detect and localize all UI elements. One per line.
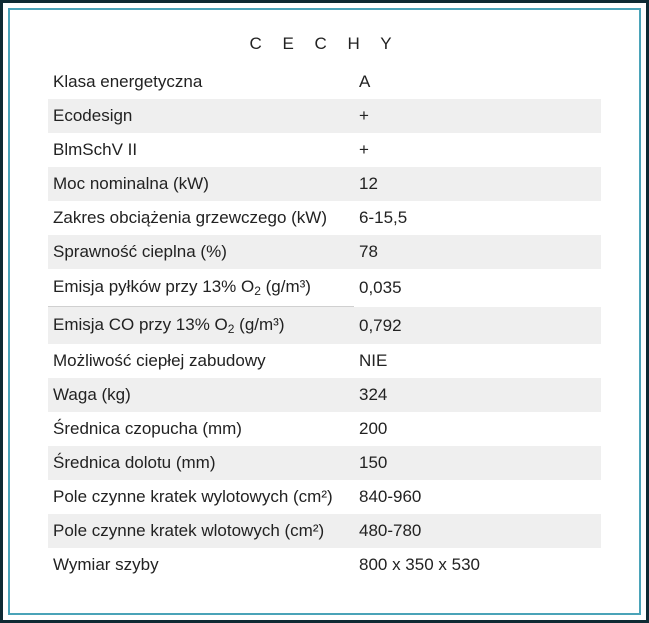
row-label-text: Emisja CO przy 13% O: [53, 315, 228, 334]
page-title: C E C H Y: [249, 34, 400, 53]
row-label: Wymiar szyby: [53, 555, 159, 574]
row-label: Średnica dolotu (mm): [53, 453, 216, 472]
row-value: +: [359, 106, 369, 125]
row-label-subscript: 2: [227, 322, 235, 336]
table-row: [48, 235, 601, 269]
row-value: 840-960: [359, 487, 422, 506]
row-label: [48, 277, 354, 298]
table-row: [48, 446, 601, 480]
row-value: 324: [359, 385, 388, 404]
row-value: 12: [359, 174, 378, 193]
row-value: +: [359, 140, 369, 159]
row-value: 800 x 350 x 530: [359, 555, 480, 574]
row-label: Pole czynne kratek wlotowych (cm²): [53, 521, 325, 540]
row-label-unit: (g/m³): [260, 277, 311, 296]
row-value: 6-15,5: [359, 208, 408, 227]
row-label-text: Emisja pyłków przy 13% O: [53, 277, 255, 296]
row-label: [48, 315, 354, 336]
row-value: A: [359, 72, 371, 91]
row-value: 0,792: [359, 315, 402, 335]
table-row: [48, 307, 601, 344]
row-label: Pole czynne kratek wylotowych (cm²): [53, 487, 333, 506]
row-value: 78: [359, 242, 378, 261]
row-value: 480-780: [359, 521, 422, 540]
row-label: Sprawność cieplna (%): [53, 242, 227, 261]
table-row: [48, 344, 601, 378]
row-label: Klasa energetyczna: [53, 72, 203, 91]
row-label: Średnica czopucha (mm): [53, 419, 242, 438]
row-label: Ecodesign: [53, 106, 133, 125]
table-row: [48, 201, 601, 235]
table-row: [48, 133, 601, 167]
row-label: Moc nominalna (kW): [53, 174, 209, 193]
row-label: Waga (kg): [53, 385, 131, 404]
table-row: [48, 548, 601, 582]
table-row: [48, 65, 601, 99]
row-label: Zakres obciążenia grzewczego (kW): [53, 208, 327, 227]
row-value: NIE: [359, 351, 388, 370]
row-label: BlmSchV II: [53, 140, 138, 159]
row-value: 150: [359, 453, 388, 472]
table-row: [48, 269, 601, 306]
row-value: 0,035: [359, 277, 402, 297]
row-label-subscript: 2: [254, 284, 261, 298]
row-value: 200: [359, 419, 388, 438]
table-row: [48, 378, 601, 412]
table-row: [48, 514, 601, 548]
table-row: [48, 99, 601, 133]
row-label: Możliwość ciepłej zabudowy: [53, 351, 266, 370]
table-row: [48, 167, 601, 201]
row-label-unit: (g/m³): [234, 315, 285, 334]
table-row: [48, 480, 601, 514]
features-table: [48, 65, 601, 582]
table-row: [48, 412, 601, 446]
